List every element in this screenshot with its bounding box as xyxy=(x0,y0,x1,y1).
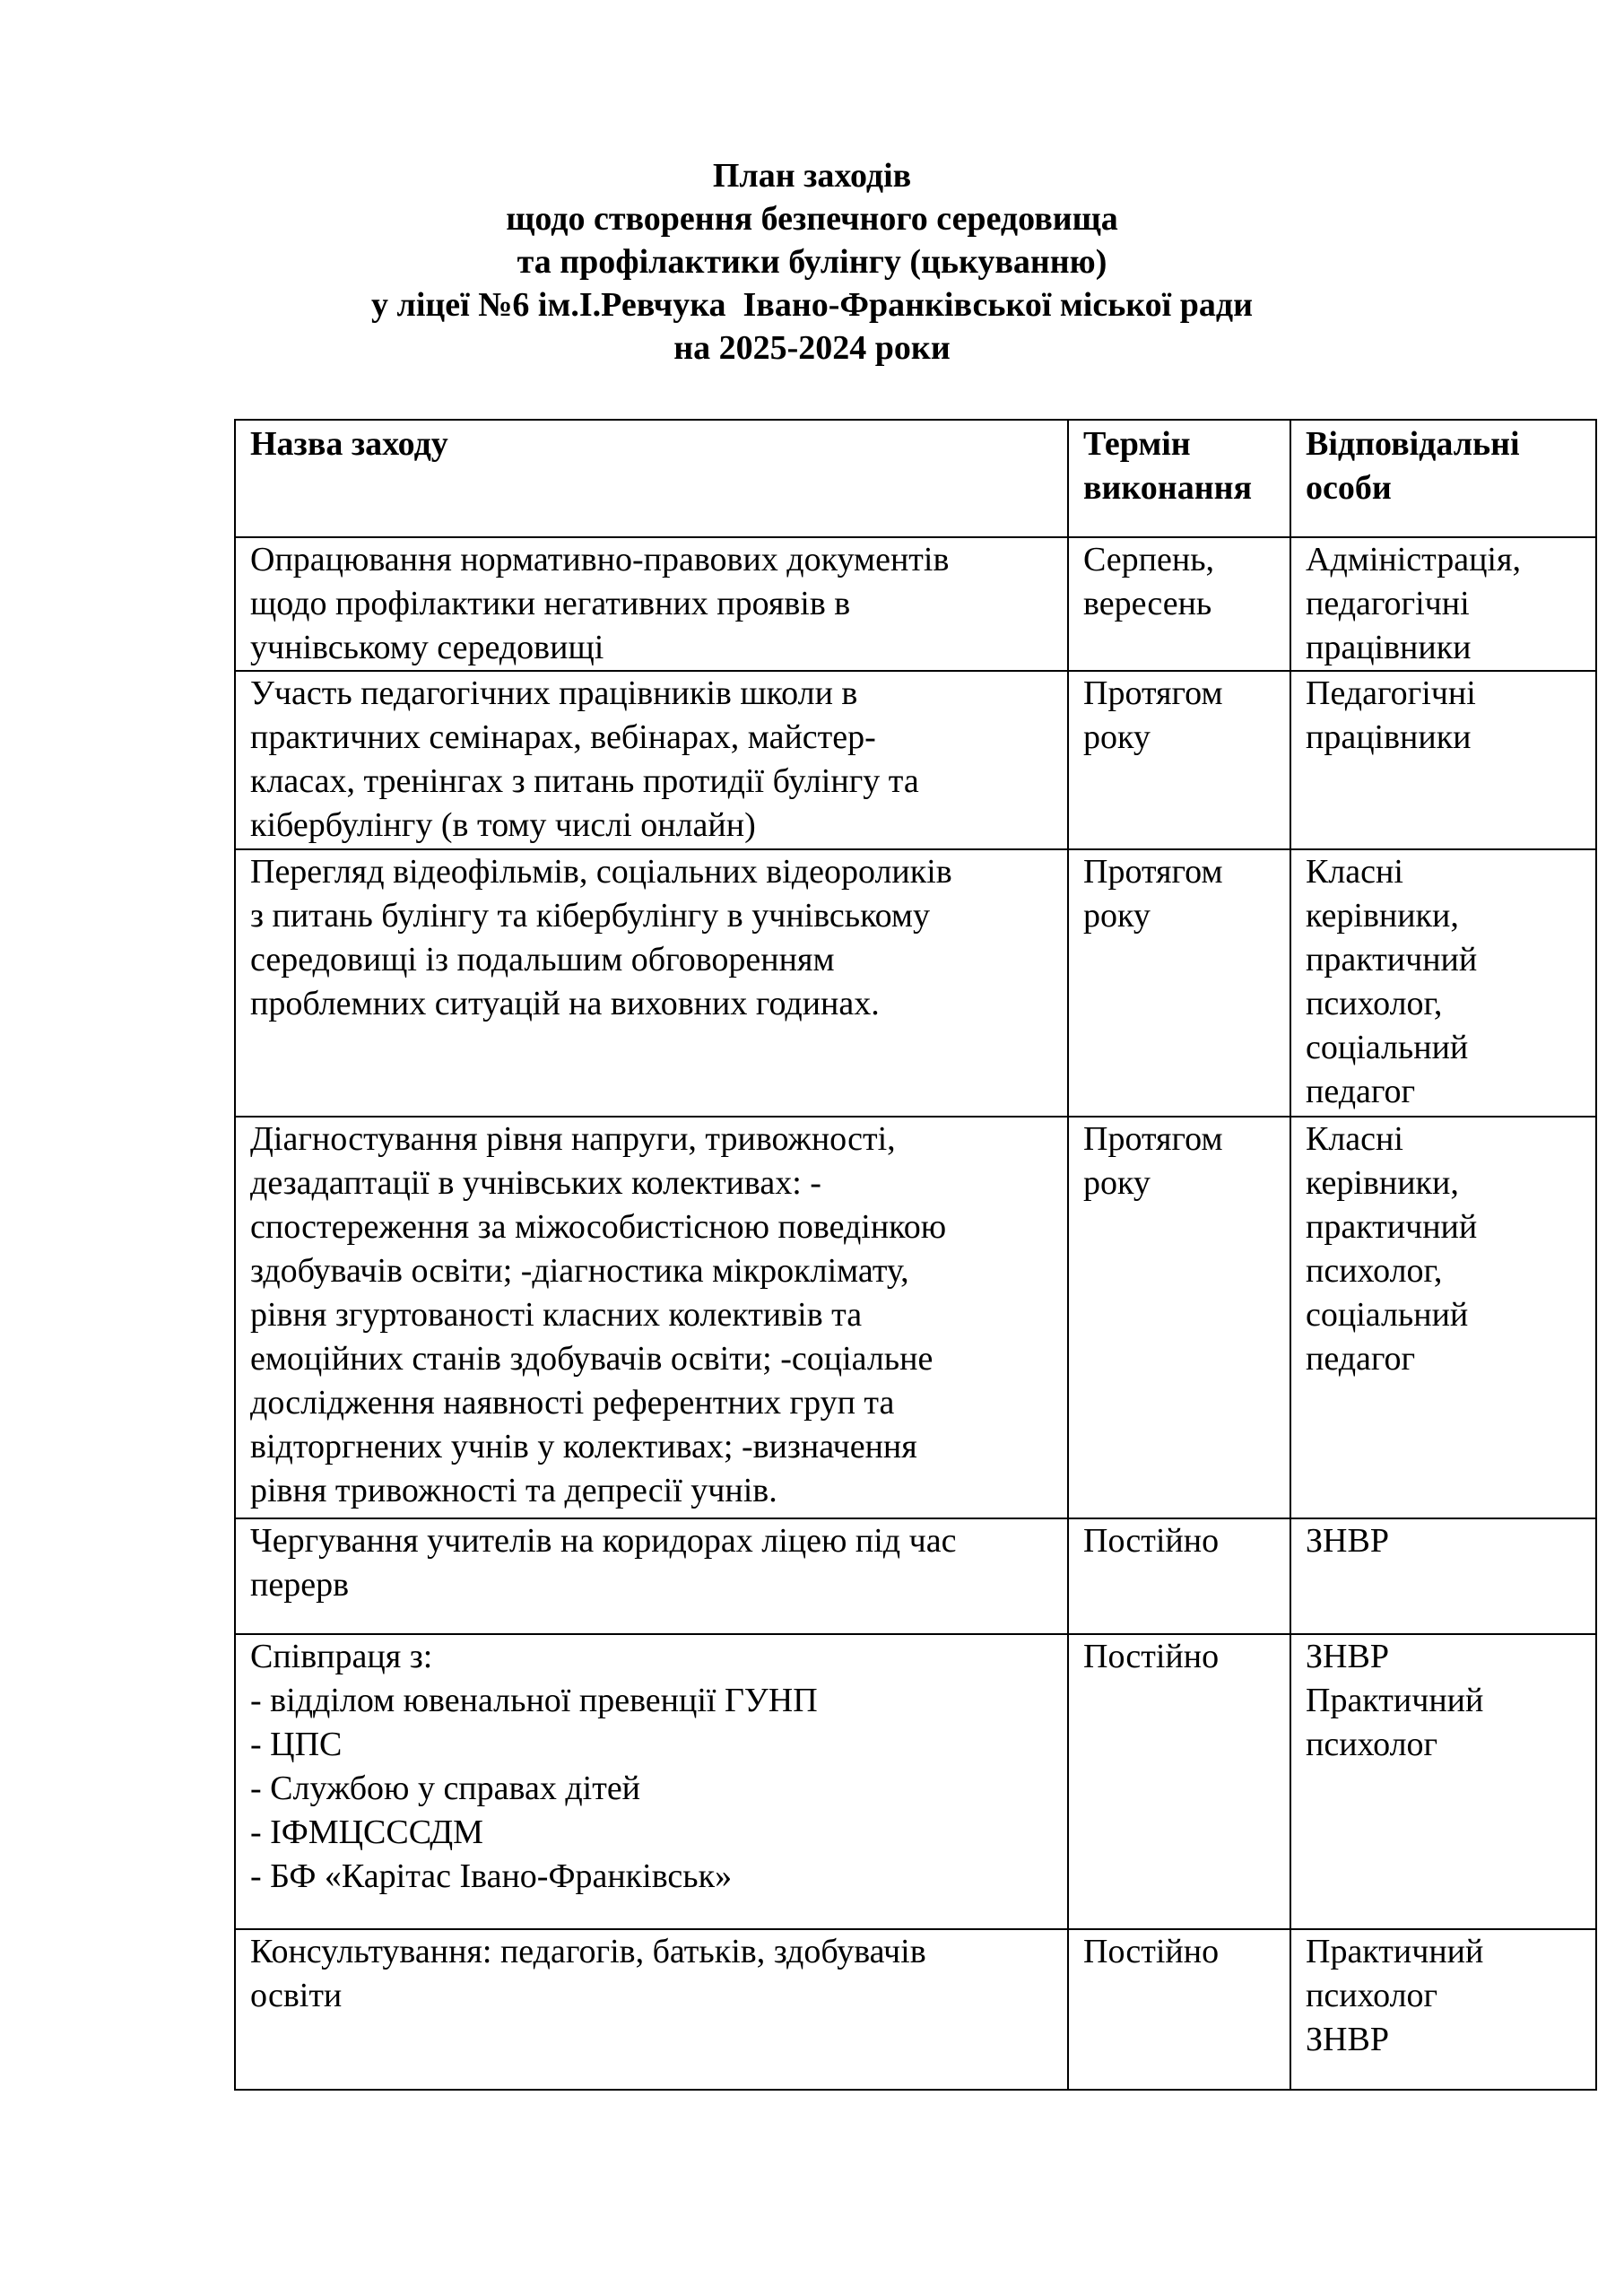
cell-line: року xyxy=(1083,897,1151,935)
header-name-text: Назва заходу xyxy=(250,425,448,463)
cell-term xyxy=(1068,537,1290,671)
cell-line: Серпень, xyxy=(1083,541,1215,578)
cell-name xyxy=(235,1518,1068,1634)
cell-line: ЗНВР xyxy=(1306,1638,1389,1675)
cell-line: Постійно xyxy=(1083,1522,1220,1560)
cell-line: здобувачів освіти; -діагностика мікроклімату, xyxy=(250,1252,909,1290)
cell-line: Діагностування рівня напруги, тривожності, xyxy=(250,1120,896,1158)
header-term-line: виконання xyxy=(1083,469,1253,507)
cell-line: Постійно xyxy=(1083,1933,1220,1970)
cell-line: освіти xyxy=(250,1977,343,2014)
cell-line: кібербулінгу (в тому числі онлайн) xyxy=(250,806,756,844)
cell-line: року xyxy=(1083,1164,1151,1202)
cell-line: Консультування: педагогів, батьків, здобувачів xyxy=(250,1933,926,1970)
cell-line: керівники, xyxy=(1306,1164,1459,1202)
cell-line: Протягом xyxy=(1083,674,1223,712)
cell-line: психолог, xyxy=(1306,1252,1443,1290)
header-responsible-line: особи xyxy=(1306,469,1392,507)
cell-line: Постійно xyxy=(1083,1638,1220,1675)
header-responsible xyxy=(1290,420,1596,537)
table-row xyxy=(235,1634,1596,1929)
cell-line: дослідження наявності референтних груп та xyxy=(250,1384,895,1422)
cell-line: емоційних станів здобувачів освіти; -соціальне xyxy=(250,1340,934,1378)
cell-line: психолог, xyxy=(1306,985,1443,1022)
cell-line: року xyxy=(1083,718,1151,756)
cell-responsible xyxy=(1290,849,1596,1117)
cell-line: - ЦПС xyxy=(250,1726,343,1763)
cell-line: класах, тренінгах з питань протидії булінгу та xyxy=(250,762,919,800)
cell-line: дезадаптації в учнівських колективах: - xyxy=(250,1164,821,1202)
cell-term xyxy=(1068,1518,1290,1634)
cell-term xyxy=(1068,1117,1290,1518)
cell-line: психолог xyxy=(1306,1726,1438,1763)
cell-line: ЗНВР xyxy=(1306,1522,1389,1560)
cell-name xyxy=(235,537,1068,671)
cell-line: Протягом xyxy=(1083,853,1223,891)
cell-line: рівня згуртованості класних колективів та xyxy=(250,1296,863,1334)
cell-line: керівники, xyxy=(1306,897,1459,935)
table-row xyxy=(235,1929,1596,2090)
cell-term xyxy=(1068,1929,1290,2090)
cell-responsible xyxy=(1290,1929,1596,2090)
cell-line: з питань булінгу та кібербулінгу в учнівському xyxy=(250,897,930,935)
cell-line: педагог xyxy=(1306,1340,1416,1378)
table-row xyxy=(235,537,1596,671)
plan-table xyxy=(234,419,1597,2091)
cell-responsible xyxy=(1290,537,1596,671)
cell-line: - ІФМЦСССДМ xyxy=(250,1813,483,1851)
title-line-4: у ліцеї №6 ім.І.Ревчука Івано-Франківської міської ради xyxy=(371,286,1253,324)
cell-responsible xyxy=(1290,1518,1596,1634)
cell-line: Опрацювання нормативно-правових документів xyxy=(250,541,950,578)
cell-name xyxy=(235,671,1068,849)
cell-line: - Службою у справах дітей xyxy=(250,1770,641,1807)
cell-term xyxy=(1068,671,1290,849)
cell-line: проблемних ситуацій на виховних годинах. xyxy=(250,985,880,1022)
cell-line: - відділом ювенальної превенції ГУНП xyxy=(250,1682,818,1719)
cell-line: практичних семінарах, вебінарах, майстер- xyxy=(250,718,876,756)
cell-line: Педагогічні xyxy=(1306,674,1476,712)
cell-line: психолог xyxy=(1306,1977,1438,2014)
cell-line: ЗНВР xyxy=(1306,2021,1389,2058)
cell-line: практичний xyxy=(1306,1208,1478,1246)
cell-line: учнівському середовищі xyxy=(250,629,604,666)
cell-line: Участь педагогічних працівників школи в xyxy=(250,674,858,712)
cell-responsible xyxy=(1290,1634,1596,1929)
cell-line: Чергування учителів на коридорах ліцею під час xyxy=(250,1522,957,1560)
table-row xyxy=(235,849,1596,1117)
cell-term xyxy=(1068,1634,1290,1929)
cell-name xyxy=(235,1117,1068,1518)
cell-line: Класні xyxy=(1306,853,1403,891)
cell-line: рівня тривожності та депресії учнів. xyxy=(250,1472,777,1509)
cell-line: відторгнених учнів у колективах; -визначення xyxy=(250,1428,917,1465)
header-name xyxy=(235,420,1068,537)
cell-line: Практичний xyxy=(1306,1682,1484,1719)
title-line-2: щодо створення безпечного середовища xyxy=(506,200,1118,238)
cell-line: - БФ «Карітас Івано-Франківськ» xyxy=(250,1857,733,1895)
cell-name xyxy=(235,1634,1068,1929)
cell-line: Перегляд відеофільмів, соціальних відеороликів xyxy=(250,853,952,891)
table-header-row xyxy=(235,420,1596,537)
title-line-3: та профілактики булінгу (цькуванню) xyxy=(517,243,1107,281)
cell-line: педагогічні xyxy=(1306,585,1470,622)
cell-line: щодо профілактики негативних проявів в xyxy=(250,585,851,622)
cell-name xyxy=(235,1929,1068,2090)
cell-line: спостереження за міжособистісною поведінкою xyxy=(250,1208,947,1246)
cell-name xyxy=(235,849,1068,1117)
cell-responsible xyxy=(1290,671,1596,849)
cell-line: Практичний xyxy=(1306,1933,1484,1970)
cell-term xyxy=(1068,849,1290,1117)
cell-line: практичний xyxy=(1306,941,1478,978)
header-responsible-line: Відповідальні xyxy=(1306,425,1520,463)
cell-line: перерв xyxy=(250,1566,350,1604)
header-term-line: Термін xyxy=(1083,425,1191,463)
cell-line: працівники xyxy=(1306,718,1472,756)
cell-line: педагог xyxy=(1306,1073,1416,1110)
cell-line: Протягом xyxy=(1083,1120,1223,1158)
cell-line: вересень xyxy=(1083,585,1212,622)
table-row xyxy=(235,671,1596,849)
title-line-5: на 2025-2024 роки xyxy=(673,329,951,367)
cell-line: соціальний xyxy=(1306,1029,1469,1066)
cell-line: Адміністрація, xyxy=(1306,541,1521,578)
table-row xyxy=(235,1117,1596,1518)
title-line-1: План заходів xyxy=(712,157,912,195)
header-term xyxy=(1068,420,1290,537)
cell-line: соціальний xyxy=(1306,1296,1469,1334)
document-title xyxy=(0,154,1624,370)
cell-line: працівники xyxy=(1306,629,1472,666)
cell-line: Класні xyxy=(1306,1120,1403,1158)
cell-line: Співпраця з: xyxy=(250,1638,433,1675)
cell-responsible xyxy=(1290,1117,1596,1518)
table-row xyxy=(235,1518,1596,1634)
cell-line: середовищі із подальшим обговоренням xyxy=(250,941,835,978)
